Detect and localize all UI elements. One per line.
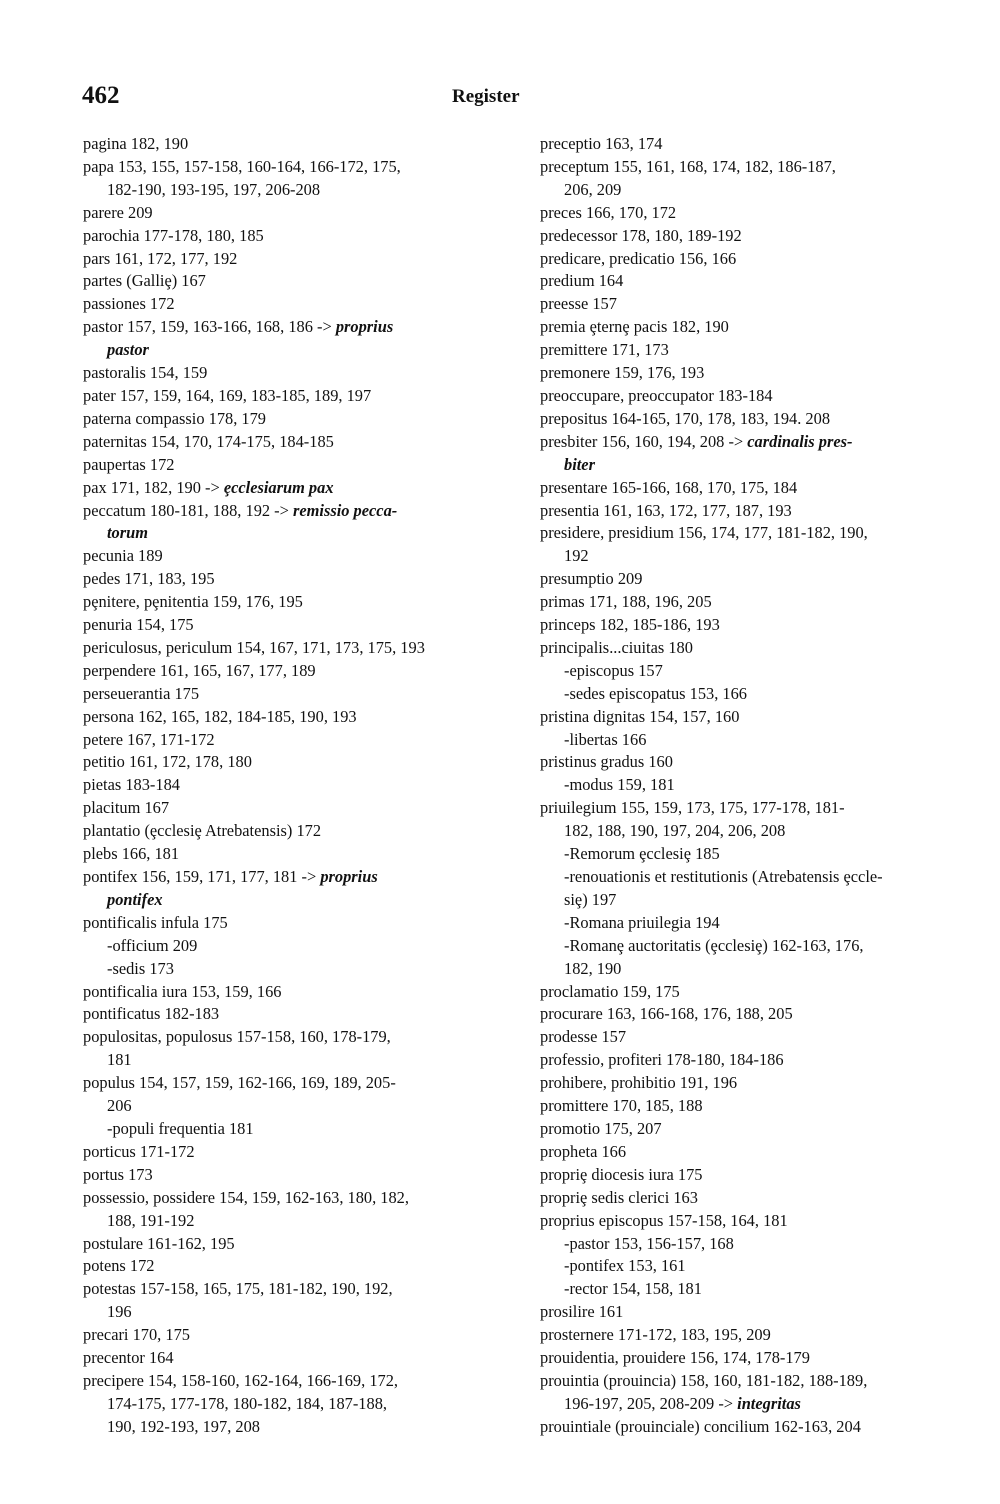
entry-text: pagina 182, 190	[83, 134, 189, 153]
index-subentry	[540, 1278, 945, 1301]
index-entry	[540, 1187, 945, 1210]
index-entry	[540, 1141, 945, 1164]
entry-text: populositas, populosus 157-158, 160, 178-179,	[83, 1027, 391, 1047]
index-entry-continuation	[83, 1210, 488, 1233]
entry-text: -sedis 173	[107, 958, 174, 978]
index-entry	[83, 1141, 488, 1164]
index-entry	[83, 1370, 488, 1393]
entry-text: -Romana priuilegia 194	[564, 912, 720, 932]
entry-text: presbiter 156, 160, 194, 208 ->	[540, 431, 748, 451]
cross-reference: remissio pecca-	[292, 500, 398, 520]
index-entry-continuation	[540, 454, 945, 477]
entry-text: presentare 165-166, 168, 170, 175, 184	[540, 477, 798, 497]
index-entry	[83, 133, 488, 156]
index-entry	[83, 774, 488, 797]
index-entry	[540, 225, 945, 248]
index-entry	[540, 1026, 945, 1049]
index-entry	[540, 477, 945, 500]
entry-text: periculosus, periculum 154, 167, 171, 173, 175, 193	[83, 637, 425, 657]
entry-text: principalis...ciuitas 180	[540, 637, 693, 657]
entry-text: pristina dignitas 154, 157, 160	[540, 706, 740, 726]
entry-text: premia ȩternȩ pacis 182, 190	[540, 317, 729, 337]
entry-text: -Remorum ȩcclesiȩ 185	[564, 844, 720, 864]
index-subentry	[540, 843, 945, 866]
index-subentry	[540, 866, 945, 889]
index-entry	[540, 522, 945, 545]
index-entry-continuation	[540, 889, 945, 912]
entry-text: paternitas 154, 170, 174-175, 184-185	[83, 431, 334, 451]
cross-reference: ȩcclesiarum pax	[223, 477, 334, 497]
entry-text: prouintiale (prouinciale) concilium 162-163, 204	[540, 1416, 861, 1436]
index-entry-continuation	[540, 545, 945, 568]
entry-text: precentor 164	[83, 1348, 174, 1368]
index-entry	[83, 545, 488, 568]
entry-text: prouidentia, prouidere 156, 174, 178-179	[540, 1348, 810, 1368]
entry-text: pȩnitere, pȩnitentia 159, 176, 195	[83, 592, 303, 612]
entry-text: -officium 209	[107, 935, 198, 955]
entry-text: pontificatus 182-183	[83, 1004, 220, 1024]
entry-text: 196	[107, 1302, 132, 1322]
cross-reference: proprius	[335, 317, 394, 337]
entry-text: potens 172	[83, 1256, 155, 1276]
entry-text: -rector 154, 158, 181	[564, 1279, 702, 1299]
entry-text: 192	[564, 546, 589, 566]
entry-text: princeps 182, 185-186, 193	[540, 615, 720, 635]
entry-text: pax 171, 182, 190 ->	[83, 477, 224, 497]
index-entry	[540, 1049, 945, 1072]
index-entry	[540, 1324, 945, 1347]
index-entry	[540, 1210, 945, 1233]
index-entry	[540, 408, 945, 431]
entry-text: pristinus gradus 160	[540, 752, 673, 772]
entry-text: petitio 161, 172, 178, 180	[83, 752, 252, 772]
entry-text: perseuerantia 175	[83, 683, 200, 703]
index-entry	[83, 477, 488, 500]
entry-text: potestas 157-158, 165, 175, 181-182, 190, 192,	[83, 1279, 393, 1299]
entry-text: -modus 159, 181	[564, 775, 675, 795]
index-entry	[83, 431, 488, 454]
index-entry-continuation	[540, 958, 945, 981]
index-entry	[540, 293, 945, 316]
index-entry	[83, 981, 488, 1004]
index-entry	[83, 820, 488, 843]
index-entry	[83, 1072, 488, 1095]
cross-reference: cardinalis pres-	[747, 431, 853, 451]
entry-text: priuilegium 155, 159, 173, 175, 177-178, 181-	[540, 798, 845, 818]
index-subentry	[540, 729, 945, 752]
index-entry	[83, 614, 488, 637]
index-entry	[83, 1026, 488, 1049]
index-entry-continuation	[540, 1393, 945, 1416]
entry-text: -populi frequentia 181	[107, 1118, 254, 1138]
entry-text: professio, profiteri 178-180, 184-186	[540, 1050, 784, 1070]
entry-text: prodesse 157	[540, 1027, 627, 1047]
entry-text: premittere 171, 173	[540, 340, 669, 360]
index-entry	[83, 1255, 488, 1278]
index-entry	[83, 316, 488, 339]
index-entry-continuation	[540, 820, 945, 843]
index-entry	[540, 591, 945, 614]
entry-text: possessio, possidere 154, 159, 162-163, 180, 182,	[83, 1187, 409, 1207]
entry-text: plantatio (ȩcclesiȩ Atrebatensis) 172	[83, 821, 322, 841]
index-entry	[540, 568, 945, 591]
index-entry-continuation	[83, 522, 488, 545]
entry-text: populus 154, 157, 159, 162-166, 169, 189, 205-	[83, 1073, 396, 1093]
index-entry	[540, 1164, 945, 1187]
entry-text: penuria 154, 175	[83, 615, 194, 635]
index-entry	[540, 751, 945, 774]
entry-text: -sedes episcopatus 153, 166	[564, 683, 747, 703]
entry-text: precipere 154, 158-160, 162-164, 166-169, 172,	[83, 1370, 398, 1390]
index-entry	[540, 133, 945, 156]
entry-text: 196-197, 205, 208-209 ->	[564, 1393, 738, 1413]
index-column-right	[540, 133, 945, 1439]
entry-text: proclamatio 159, 175	[540, 981, 680, 1001]
entry-text: preesse 157	[540, 294, 617, 314]
index-entry	[83, 591, 488, 614]
index-entry	[540, 1301, 945, 1324]
index-entry	[83, 293, 488, 316]
index-subentry	[83, 958, 488, 981]
index-entry	[83, 843, 488, 866]
index-entry	[540, 1095, 945, 1118]
index-entry	[540, 339, 945, 362]
index-entry	[540, 614, 945, 637]
cross-reference: pastor	[107, 340, 149, 360]
entry-text: pietas 183-184	[83, 775, 180, 795]
entry-text: presumptio 209	[540, 569, 643, 589]
index-entry	[540, 385, 945, 408]
page-number: 462	[82, 82, 120, 109]
entry-text: -Romanȩ auctoritatis (ȩcclesiȩ) 162-163, 176,	[564, 935, 864, 955]
index-entry	[83, 362, 488, 385]
index-entry	[540, 1003, 945, 1026]
entry-text: premonere 159, 176, 193	[540, 363, 705, 383]
entry-text: propriȩ sedis clerici 163	[540, 1187, 698, 1207]
entry-text: prohibere, prohibitio 191, 196	[540, 1073, 738, 1093]
entry-text: 182-190, 193-195, 197, 206-208	[107, 179, 321, 199]
index-entry-continuation	[83, 1301, 488, 1324]
index-entry	[83, 637, 488, 660]
index-entry	[83, 225, 488, 248]
entry-text: proprius episcopus 157-158, 164, 181	[540, 1210, 788, 1230]
index-entry	[83, 660, 488, 683]
index-subentry	[540, 1233, 945, 1256]
entry-text: preoccupare, preoccupator 183-184	[540, 385, 773, 405]
entry-text: preceptum 155, 161, 168, 174, 182, 186-187,	[540, 156, 836, 176]
entry-text: prosternere 171-172, 183, 195, 209	[540, 1325, 771, 1345]
index-entry	[83, 500, 488, 523]
entry-text: prosilire 161	[540, 1302, 624, 1322]
entry-text: pontificalis infula 175	[83, 912, 228, 932]
index-entry	[540, 500, 945, 523]
entry-text: prouintia (prouincia) 158, 160, 181-182, 188-189,	[540, 1370, 868, 1390]
index-entry	[540, 981, 945, 1004]
index-entry	[540, 1118, 945, 1141]
entry-text: parere 209	[83, 202, 153, 222]
entry-text: portus 173	[83, 1164, 153, 1184]
entry-text: propheta 166	[540, 1141, 627, 1161]
index-entry	[540, 270, 945, 293]
entry-text: prepositus 164-165, 170, 178, 183, 194. 208	[540, 408, 831, 428]
entry-text: paterna compassio 178, 179	[83, 408, 266, 428]
entry-text: promittere 170, 185, 188	[540, 1096, 703, 1116]
index-entry	[83, 568, 488, 591]
index-entry	[83, 729, 488, 752]
index-subentry	[83, 935, 488, 958]
index-entry-continuation	[83, 1416, 488, 1439]
index-entry	[83, 912, 488, 935]
entry-text: passiones 172	[83, 294, 175, 314]
cross-reference: pontifex	[107, 889, 163, 909]
entry-text: -pontifex 153, 161	[564, 1256, 686, 1276]
index-entry	[83, 202, 488, 225]
index-entry	[540, 1370, 945, 1393]
entry-text: 206, 209	[564, 179, 622, 199]
index-entry-continuation	[83, 889, 488, 912]
entry-text: placitum 167	[83, 798, 170, 818]
entry-text: parochia 177-178, 180, 185	[83, 225, 264, 245]
entry-text: precari 170, 175	[83, 1325, 190, 1345]
entry-text: porticus 171-172	[83, 1141, 195, 1161]
entry-text: 182, 188, 190, 197, 204, 206, 208	[564, 821, 786, 841]
entry-text: -episcopus 157	[564, 660, 663, 680]
index-subentry	[540, 774, 945, 797]
entry-text: persona 162, 165, 182, 184-185, 190, 193	[83, 706, 357, 726]
index-entry	[83, 1003, 488, 1026]
index-entry	[540, 797, 945, 820]
entry-text: 182, 190	[564, 958, 622, 978]
index-subentry	[540, 935, 945, 958]
entry-text: siȩ) 197	[564, 889, 617, 909]
index-entry	[83, 454, 488, 477]
entry-text: petere 167, 171-172	[83, 729, 215, 749]
cross-reference: torum	[107, 523, 148, 543]
index-entry	[540, 637, 945, 660]
entry-text: predicare, predicatio 156, 166	[540, 248, 737, 268]
index-entry	[83, 385, 488, 408]
entry-text: 174-175, 177-178, 180-182, 184, 187-188,	[107, 1393, 387, 1413]
entry-text: papa 153, 155, 157-158, 160-164, 166-172, 175,	[83, 156, 401, 176]
entry-text: pedes 171, 183, 195	[83, 569, 215, 589]
entry-text: predium 164	[540, 271, 624, 291]
running-head: Register	[452, 86, 520, 107]
index-entry	[540, 706, 945, 729]
entry-text: -renouationis et restitutionis (Atrebatensis ȩccle-	[564, 867, 883, 886]
entry-text: pastoralis 154, 159	[83, 363, 208, 383]
index-entry-continuation	[83, 1049, 488, 1072]
entry-text: preces 166, 170, 172	[540, 202, 677, 222]
index-subentry	[540, 912, 945, 935]
index-entry-continuation	[83, 339, 488, 362]
index-entry	[83, 1278, 488, 1301]
index-entry	[83, 1187, 488, 1210]
entry-text: peccatum 180-181, 188, 192 ->	[83, 500, 293, 520]
index-entry	[540, 1072, 945, 1095]
index-entry-continuation	[83, 179, 488, 202]
index-entry	[83, 1233, 488, 1256]
index-entry	[83, 408, 488, 431]
index-entry	[540, 1347, 945, 1370]
index-subentry	[540, 660, 945, 683]
entry-text: 190, 192-193, 197, 208	[107, 1416, 260, 1436]
entry-text: perpendere 161, 165, 167, 177, 189	[83, 660, 316, 680]
entry-text: pontificalia iura 153, 159, 166	[83, 981, 282, 1001]
index-subentry	[540, 683, 945, 706]
index-entry	[540, 431, 945, 454]
entry-text: presidere, presidium 156, 174, 177, 181-182, 190,	[540, 523, 868, 543]
index-entry-continuation	[83, 1095, 488, 1118]
index-entry	[83, 1324, 488, 1347]
index-entry	[83, 866, 488, 889]
entry-text: preceptio 163, 174	[540, 134, 663, 153]
entry-text: pastor 157, 159, 163-166, 168, 186 ->	[83, 317, 336, 337]
index-entry	[540, 316, 945, 339]
index-entry	[540, 1416, 945, 1439]
index-entry-continuation	[83, 1393, 488, 1416]
index-entry	[540, 156, 945, 179]
index-entry-continuation	[540, 179, 945, 202]
index-subentry	[83, 1118, 488, 1141]
entry-text: pars 161, 172, 177, 192	[83, 248, 238, 268]
entry-text: promotio 175, 207	[540, 1118, 662, 1138]
entry-text: paupertas 172	[83, 454, 175, 474]
index-entry	[540, 362, 945, 385]
entry-text: 188, 191-192	[107, 1210, 195, 1230]
entry-text: pontifex 156, 159, 171, 177, 181 ->	[83, 867, 321, 886]
entry-text: primas 171, 188, 196, 205	[540, 592, 712, 612]
index-entry	[83, 797, 488, 820]
entry-text: partes (Galliȩ) 167	[83, 271, 206, 291]
cross-reference: integritas	[737, 1393, 801, 1413]
entry-text: 181	[107, 1050, 132, 1070]
entry-text: plebs 166, 181	[83, 844, 180, 864]
entry-text: predecessor 178, 180, 189-192	[540, 225, 742, 245]
index-entry	[83, 751, 488, 774]
entry-text: 206	[107, 1096, 132, 1116]
entry-text: pater 157, 159, 164, 169, 183-185, 189, 197	[83, 385, 372, 405]
index-entry	[83, 156, 488, 179]
index-subentry	[540, 1255, 945, 1278]
index-entry	[83, 248, 488, 271]
entry-text: postulare 161-162, 195	[83, 1233, 235, 1253]
index-entry	[83, 683, 488, 706]
index-entry	[540, 248, 945, 271]
entry-text: presentia 161, 163, 172, 177, 187, 193	[540, 500, 792, 520]
entry-text: pecunia 189	[83, 546, 163, 566]
entry-text: propriȩ diocesis iura 175	[540, 1164, 703, 1184]
cross-reference: biter	[564, 454, 595, 474]
index-entry	[83, 706, 488, 729]
cross-reference: proprius	[320, 867, 378, 886]
entry-text: procurare 163, 166-168, 176, 188, 205	[540, 1004, 793, 1024]
index-entry	[83, 1347, 488, 1370]
index-column-left	[83, 133, 488, 1439]
index-entry	[540, 202, 945, 225]
entry-text: -pastor 153, 156-157, 168	[564, 1233, 734, 1253]
index-entry	[83, 270, 488, 293]
index-entry	[83, 1164, 488, 1187]
entry-text: -libertas 166	[564, 729, 647, 749]
